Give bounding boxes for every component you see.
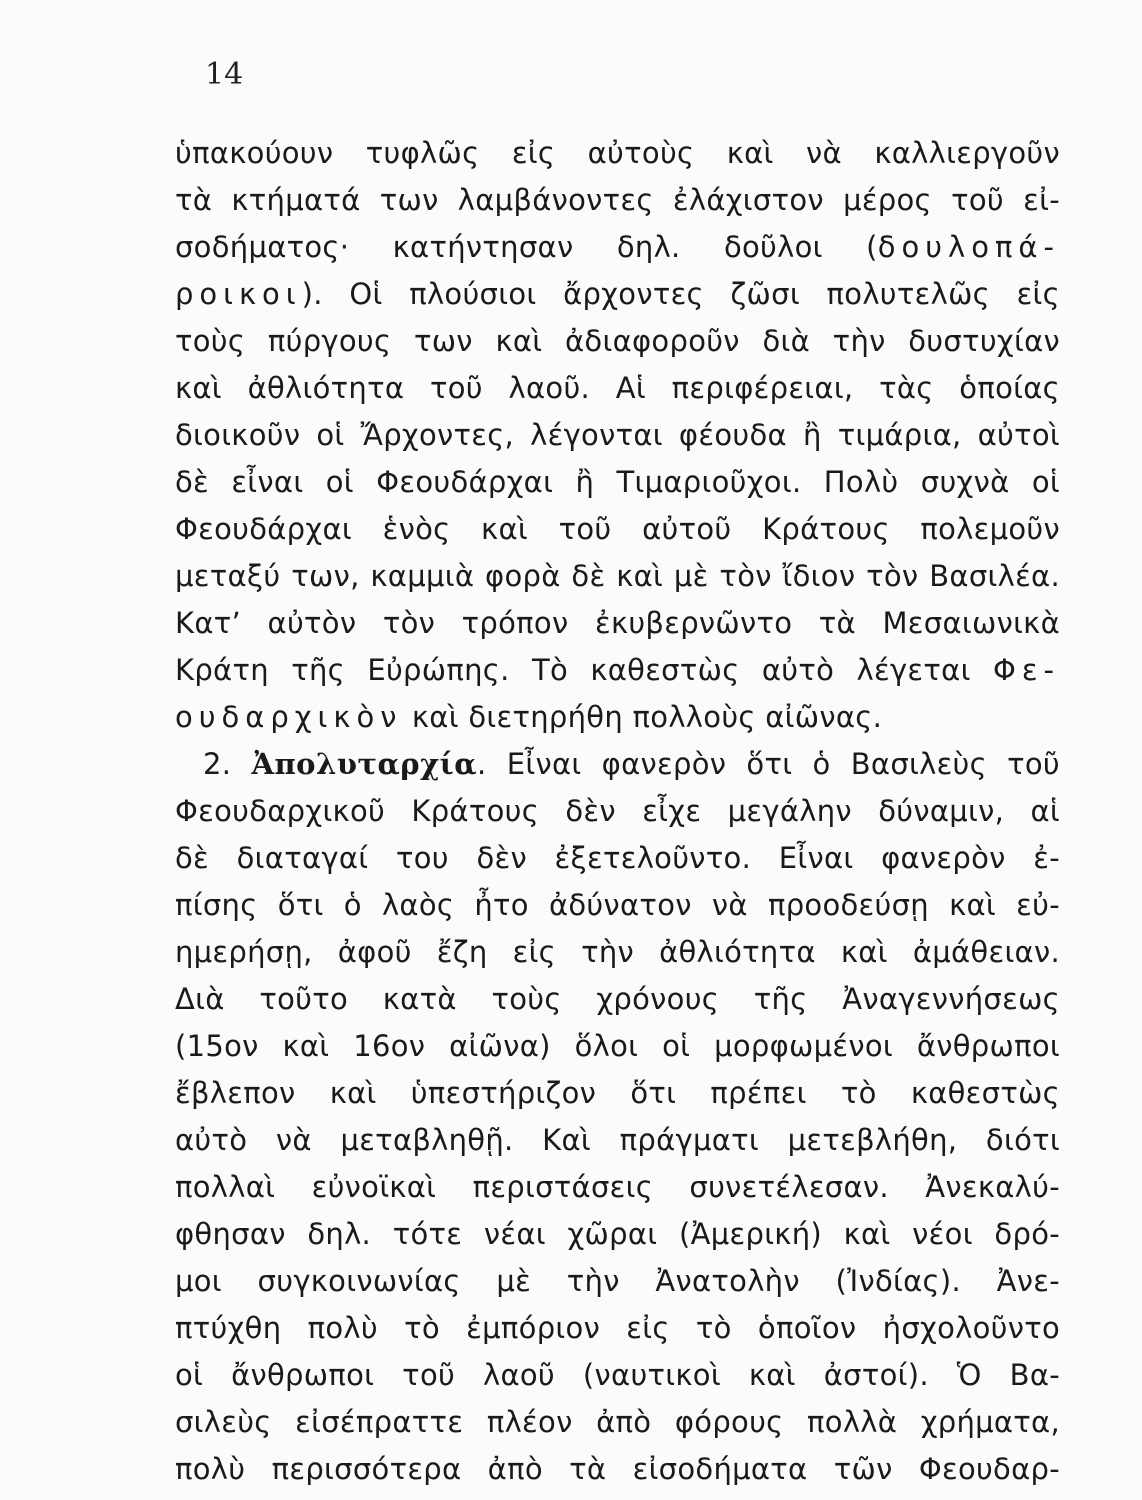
text-line xyxy=(175,835,1060,882)
text-line xyxy=(175,318,1060,365)
text-span: σιλεὺς εἰσέπραττε πλέον ἀπὸ φόρους πολλὰ χρήματα, xyxy=(175,1405,1060,1439)
text-line xyxy=(175,976,1060,1023)
spaced-term: Φε- xyxy=(993,653,1060,687)
spaced-term: δουλοπά- xyxy=(877,230,1060,264)
text-line xyxy=(175,177,1060,224)
text-line xyxy=(175,130,1060,177)
text-span: ημερήσῃ, ἀφοῦ ἔζη εἰς τὴν ἀθλιότητα καὶ ἀμάθειαν. xyxy=(175,935,1060,969)
text-line xyxy=(175,506,1060,553)
text-span: ὑπακούουν τυφλῶς εἰς αὐτοὺς καὶ νὰ καλλιεργοῦν xyxy=(175,136,1060,170)
text-line xyxy=(175,412,1060,459)
text-span: . Εἶναι φανερὸν ὅτι ὁ Βασιλεὺς τοῦ xyxy=(477,747,1061,781)
text-line xyxy=(175,1258,1060,1305)
text-span: μεταξύ των, καμμιὰ φορὰ δὲ καὶ μὲ τὸν ἴδιον τὸν Βασιλέα. xyxy=(175,559,1060,593)
text-line xyxy=(175,1164,1060,1211)
text-line xyxy=(175,929,1060,976)
text-span: οἱ ἄνθρωποι τοῦ λαοῦ (ναυτικοὶ καὶ ἀστοί). Ὁ Βα- xyxy=(175,1358,1060,1392)
text-span: Κατ’ αὐτὸν τὸν τρόπον ἐκυβερνῶντο τὰ Μεσαιωνικὰ xyxy=(175,606,1060,640)
text-span: καὶ διετηρήθη πολλοὺς αἰῶνας. xyxy=(402,700,883,734)
text-span: τοὺς πύργους των καὶ ἀδιαφοροῦν διὰ τὴν δυστυχίαν xyxy=(175,324,1060,358)
text-line xyxy=(175,788,1060,835)
text-line xyxy=(175,1399,1060,1446)
text-span: πολὺ περισσότερα ἀπὸ τὰ εἰσοδήματα τῶν Φεουδαρ- xyxy=(175,1452,1060,1486)
text-span: πτύχθη πολὺ τὸ ἐμπόριον εἰς τὸ ὁποῖον ἠσχολοῦντο xyxy=(175,1311,1060,1345)
text-line xyxy=(175,459,1060,506)
text-span: ). Οἱ πλούσιοι ἄρχοντες ζῶσι πολυτελῶς εἰς xyxy=(301,277,1060,311)
text-line xyxy=(175,694,1060,741)
text-line xyxy=(175,1305,1060,1352)
text-span: καὶ ἀθλιότητα τοῦ λαοῦ. Αἱ περιφέρειαι, τὰς ὁποίας xyxy=(175,371,1060,405)
text-span: Φεουδάρχαι ἑνὸς καὶ τοῦ αὐτοῦ Κράτους πολεμοῦν xyxy=(175,512,1060,546)
text-span: μοι συγκοινωνίας μὲ τὴν Ἀνατολὴν (Ἰνδίας). Ἀνε- xyxy=(175,1264,1060,1298)
text-line xyxy=(175,224,1060,271)
text-line xyxy=(175,1352,1060,1399)
text-span: Διὰ τοῦτο κατὰ τοὺς χρόνους τῆς Ἀναγεννήσεως xyxy=(175,982,1060,1016)
text-span: πολλαὶ εὐνοϊκαὶ περιστάσεις συνετέλεσαν. Ἀνεκαλύ- xyxy=(175,1170,1060,1204)
text-span: (15ον καὶ 16ον αἰῶνα) ὅλοι οἱ μορφωμένοι ἄνθρωποι xyxy=(175,1029,1060,1063)
text-line xyxy=(175,1070,1060,1117)
text-line xyxy=(175,882,1060,929)
text-span: αὐτὸ νὰ μεταβληθῇ. Καὶ πράγματι μετεβλήθη, διότι xyxy=(175,1123,1060,1157)
text-line xyxy=(175,600,1060,647)
text-span: Κράτη τῆς Εὐρώπης. Τὸ καθεστὼς αὐτὸ λέγεται xyxy=(175,653,994,687)
text-line xyxy=(175,1211,1060,1258)
spaced-term: ροικοι xyxy=(175,277,302,311)
text-span: ἔβλεπον καὶ ὑπεστήριζον ὅτι πρέπει τὸ καθεστὼς xyxy=(175,1076,1060,1110)
text-span: δὲ εἶναι οἱ Φεουδάρχαι ἢ Τιμαριοῦχοι. Πολὺ συχνὰ οἱ xyxy=(175,465,1060,499)
text-span: σοδήματος· κατήντησαν δηλ. δοῦλοι ( xyxy=(175,230,878,264)
text-line xyxy=(175,741,1060,788)
page-number: 14 xyxy=(205,57,244,92)
text-line xyxy=(175,271,1060,318)
body-text xyxy=(175,130,1060,1493)
text-line xyxy=(175,647,1060,694)
text-span: διοικοῦν οἱ Ἄρχοντες, λέγονται φέουδα ἢ τιμάρια, αὐτοὶ xyxy=(175,418,1060,452)
text-span: δὲ διαταγαί του δὲν ἐξετελοῦντο. Εἶναι φανερὸν ἐ- xyxy=(175,841,1060,875)
text-span: 2. xyxy=(203,747,252,781)
text-span: πίσης ὅτι ὁ λαὸς ἦτο ἀδύνατον νὰ προοδεύσῃ καὶ εὐ- xyxy=(175,888,1060,922)
text-line xyxy=(175,553,1060,600)
spaced-term: ουδαρχικὸν xyxy=(175,700,403,734)
text-line xyxy=(175,1117,1060,1164)
text-line xyxy=(175,365,1060,412)
section-heading: Ἀπολυταρχία xyxy=(251,747,478,781)
text-span: Φεουδαρχικοῦ Κράτους δὲν εἶχε μεγάλην δύναμιν, αἱ xyxy=(175,794,1060,828)
text-span: φθησαν δηλ. τότε νέαι χῶραι (Ἀμερική) καὶ νέοι δρό- xyxy=(175,1217,1060,1251)
text-line xyxy=(175,1023,1060,1070)
text-span: τὰ κτήματά των λαμβάνοντες ἐλάχιστον μέρος τοῦ εἰ- xyxy=(175,183,1060,217)
text-line xyxy=(175,1446,1060,1493)
